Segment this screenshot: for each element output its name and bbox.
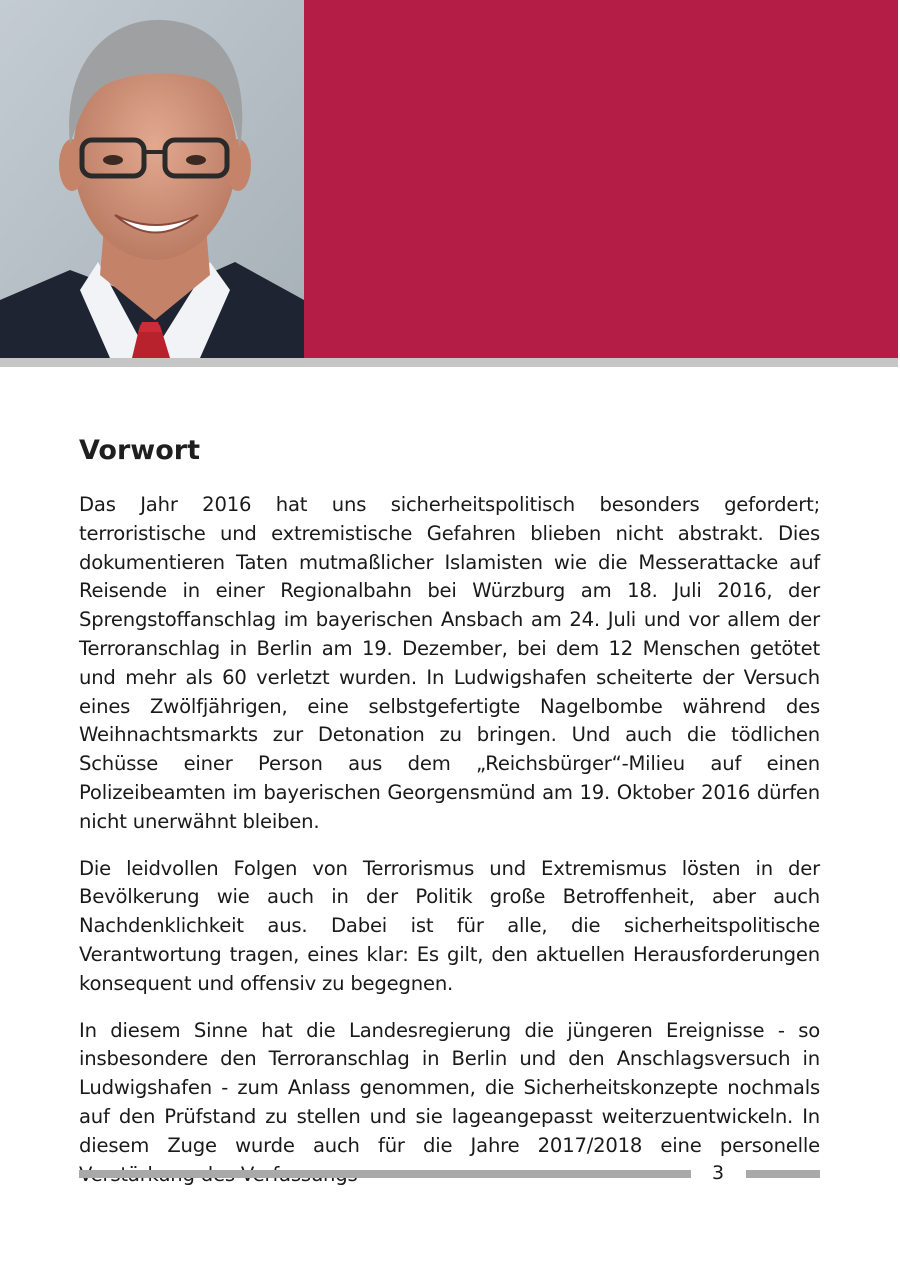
footer-rule-left	[79, 1170, 691, 1178]
paragraph-2: Die leidvollen Folgen von Terrorismus und Extremismus lösten in der Bevölkerung wie auch in der Politik große Betroffenheit, aber auch Nachdenklichkeit aus. Dabei ist für alle, die sicherheitspolitische Verantwortung tragen, eines klar: Es gilt, den aktuellen Herausforderungen konsequent und offensiv zu begegnen.	[79, 856, 820, 995]
paragraph-1: Das Jahr 2016 hat uns sicherheitspolitisch besonders gefordert; terroristische und extremistische Gefahren blieben nicht abstrakt. Dies dokumentieren Taten mutmaßlicher Islamisten wie die Messerattacke auf Reisende in einer Regionalbahn bei Würzburg am 18. Juli 2016, der Sprengstoffanschlag im bayerischen Ansbach am 24. Juli und vor allem der Terroranschlag in Berlin am 19. Dezember, bei dem 12 Menschen getötet und mehr als 60 verletzt wurden. In Ludwigshafen scheiterte der Versuch eines Zwölfjährigen, eine selbstgefertigte Nagelbombe während des Weihnachtsmarkts zur Detonation zu bringen. Und auch die tödlichen Schüsse einer Person aus dem „Reichsbürger“-Milieu auf einen Polizeibeamten im bayerischen Georgensmünd am 19. Oktober 2016 dürfen nicht unerwähnt bleiben.	[79, 493, 820, 833]
portrait-photo	[0, 0, 304, 358]
page-number: 3	[711, 1162, 725, 1184]
footer-rule-right	[746, 1170, 820, 1178]
paragraph-3: In diesem Sinne hat die Landesregierung die jüngeren Ereignisse - so insbesondere den Terroranschlag in Berlin und den Anschlagsversuch in Ludwigshafen - zum Anlass genommen, die Sicherheitskonzepte nochmals auf den Prüfstand zu stellen und sie lageangepasst weiterzuentwickeln. In diesem Zuge wurde auch für die Jahre 2017/2018 eine personelle	[79, 1018, 820, 1157]
header-divider	[0, 358, 898, 367]
body-text	[79, 491, 820, 1207]
header-banner	[304, 0, 898, 358]
page-title: Vorwort	[79, 435, 200, 466]
